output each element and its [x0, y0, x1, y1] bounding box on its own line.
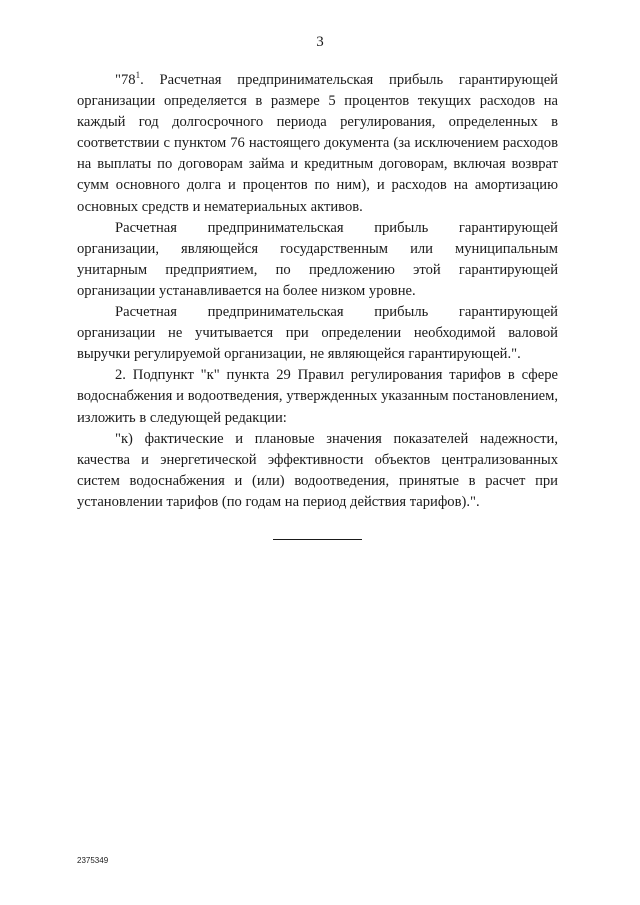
paragraph-profit-not-counted: Расчетная предпринимательская прибыль гарантирующей организации не учитывается при определении необходимой валовой выручки регулируемой организации, не являющейся гарантирующей.".: [77, 304, 558, 363]
paragraph-prefix: "78: [115, 72, 136, 88]
document-code: 2375349: [77, 856, 109, 865]
paragraph-text: . Расчетная предпринимательская прибыль гарантирующей организации определяется в размере 5 процентов текущих расходов на каждый год долгосрочного периода регулирования, определенных в соответствии с пунктом 76 настоящего документа (за исключением расходов на выплаты по договорам займа и кредитным договорам, включая возврат сумм основного долга и процентов по ним), и расходов на амортизацию основных средств и нематериальных активов.: [77, 72, 558, 215]
paragraph-profit-lower-level: Расчетная предпринимательская прибыль гарантирующей организации, являющейся государственным или муниципальным унитарным предприятием, по предложению этой гарантирующей организации устанавливается на более низком уровне.: [77, 219, 558, 299]
paragraph-point-78-1: [77, 70, 558, 218]
end-divider-line: [273, 539, 362, 540]
paragraph-subitem-k: "к) фактические и плановые значения показателей надежности, качества и энергетической эффективности объектов централизованных систем водоснабжения и (или) водоотведения, принятые в расчет при установлении тарифов (по годам на период действия тарифов).".: [77, 430, 558, 510]
superscript-index: 1: [135, 70, 141, 80]
page-number: 3: [316, 34, 324, 50]
document-body: [77, 70, 558, 513]
paragraph-item-2: 2. Подпункт "к" пункта 29 Правил регулирования тарифов в сфере водоснабжения и водоотведения, утвержденных указанным постановлением, изложить в следующей редакции:: [77, 367, 558, 426]
